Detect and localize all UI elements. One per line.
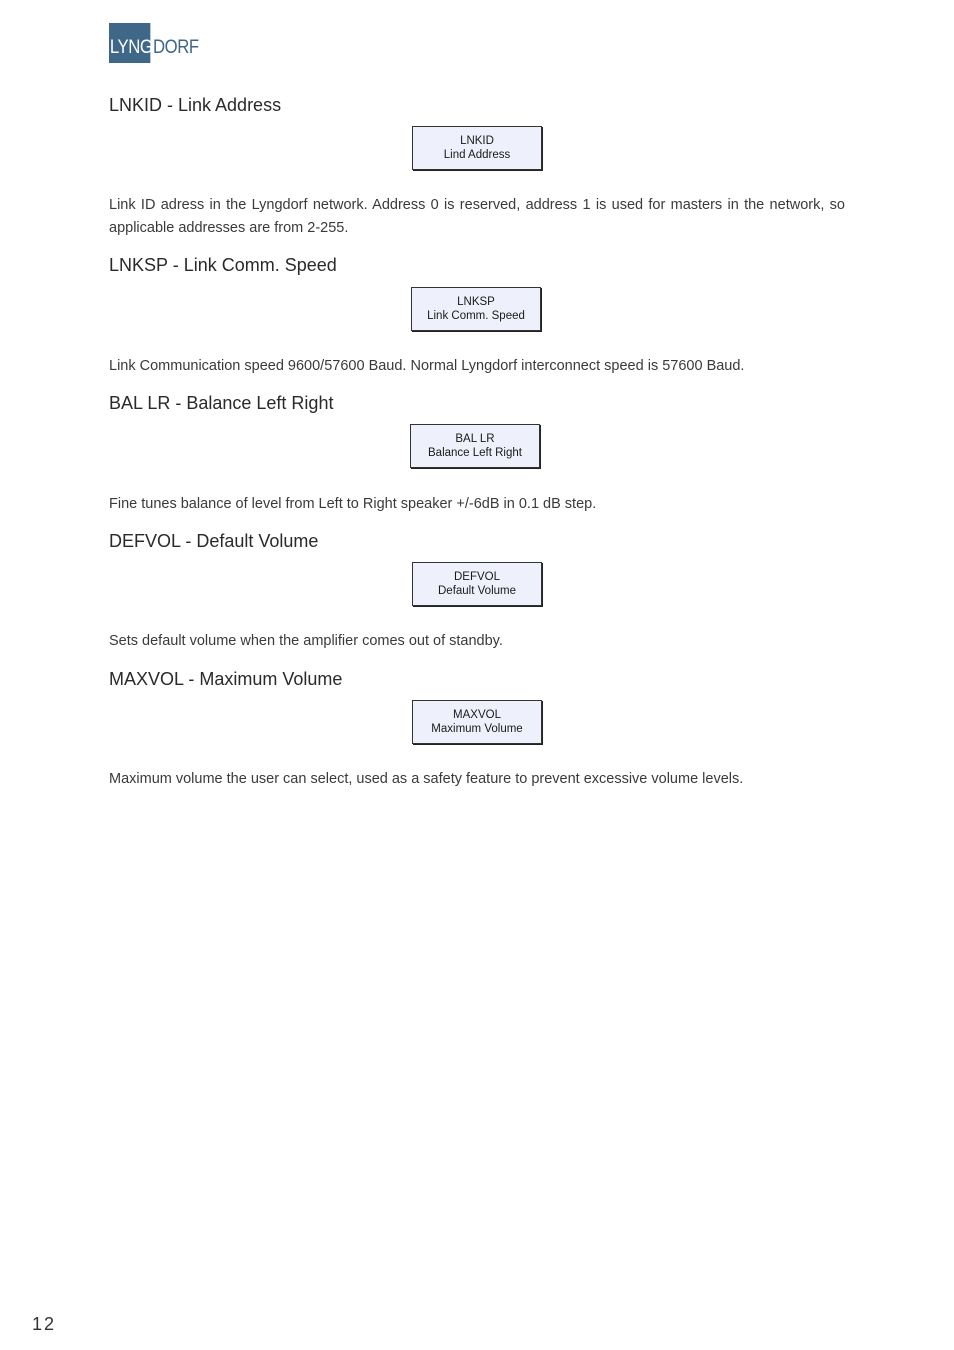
logo-part-2: DORF [153, 37, 199, 58]
display-line-1: LNKSP [457, 296, 495, 308]
display-bal-lr [410, 424, 540, 468]
lyngdorf-logo [109, 23, 205, 63]
section-heading-lnkid: LNKID - Link Address [109, 95, 282, 115]
description-maxvol: Maximum volume the user can select, used as a safety feature to prevent excessive volume levels. [109, 771, 744, 787]
section-heading-bal-lr: BAL LR - Balance Left Right [109, 393, 334, 413]
display-line-1: MAXVOL [453, 709, 501, 721]
description-bal-lr: Fine tunes balance of level from Left to Right speaker +/-6dB in 0.1 dB step. [109, 496, 597, 512]
description-defvol: Sets default volume when the amplifier comes out of standby. [109, 633, 503, 649]
description-lnksp: Link Communication speed 9600/57600 Baud. Normal Lyngdorf interconnect speed is 57600 Baud. [109, 358, 745, 374]
display-line-2: Default Volume [438, 585, 516, 597]
page-number: 12 [32, 1314, 57, 1334]
display-defvol [412, 562, 542, 606]
display-line-1: DEFVOL [453, 571, 500, 583]
display-maxvol [412, 700, 542, 744]
description-lnkid: Link ID adress in the Lyngdorf network. Address 0 is reserved, address 1 is used for masters in the network, so applicable addresses are from 2-255. [109, 197, 845, 236]
display-lnksp [411, 287, 541, 331]
display-line-1: LNKID [460, 135, 494, 147]
display-line-2: Maximum Volume [431, 723, 523, 735]
display-line-2: Link Comm. Speed [427, 310, 525, 322]
logo-part-1: LYNG [109, 23, 150, 63]
display-line-2: Lind Address [443, 149, 511, 161]
display-lnkid [412, 126, 542, 170]
display-line-1: BAL LR [455, 433, 495, 445]
section-heading-defvol: DEFVOL - Default Volume [109, 531, 319, 551]
section-heading-lnksp: LNKSP - Link Comm. Speed [109, 255, 337, 275]
display-line-2: Balance Left Right [428, 447, 522, 459]
section-heading-maxvol: MAXVOL - Maximum Volume [109, 669, 343, 689]
